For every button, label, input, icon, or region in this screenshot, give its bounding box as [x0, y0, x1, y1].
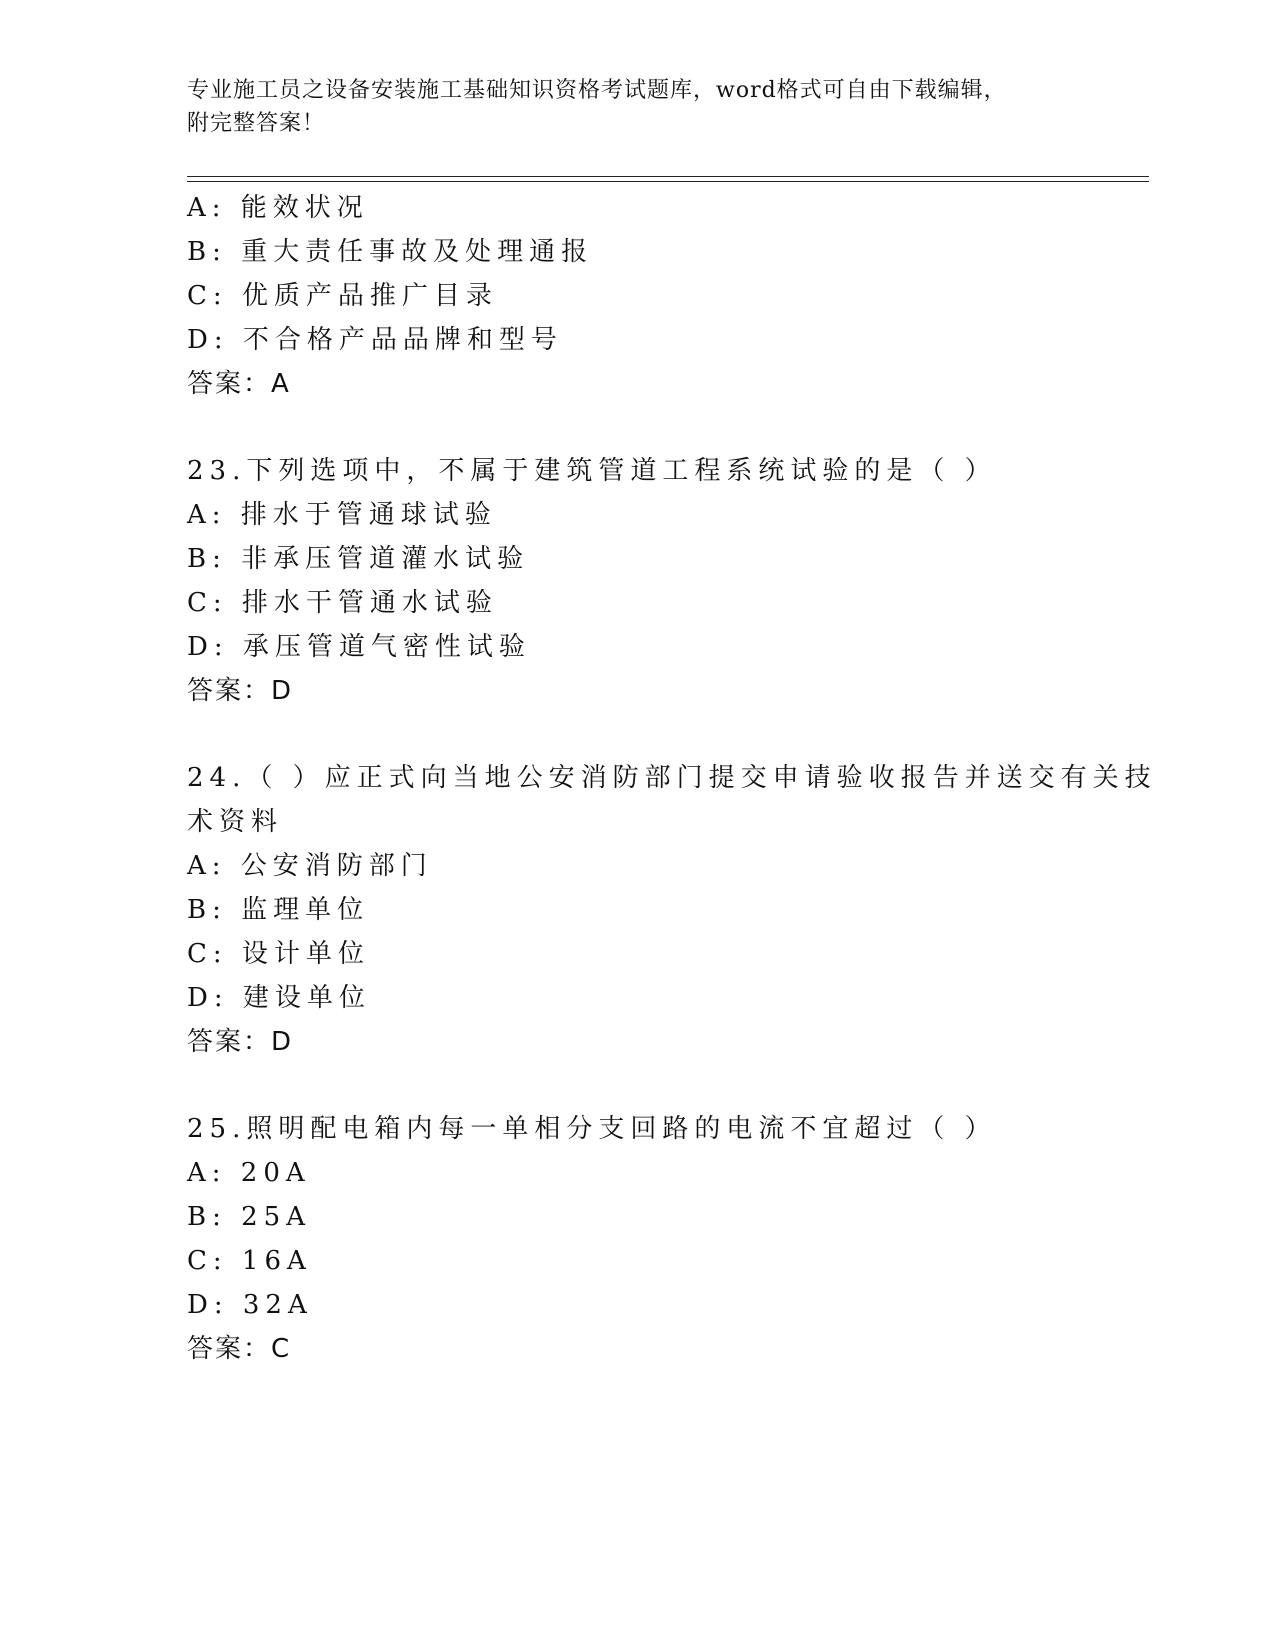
q24-stem-line-1: 24.（ ）应正式向当地公安消防部门提交申请验收报告并送交有关技	[187, 763, 1157, 793]
q23-option-d: D: 承压管道气密性试验	[187, 632, 531, 662]
q25-option-c: C: 16A	[187, 1246, 312, 1276]
q22-option-c: C: 优质产品推广目录	[187, 281, 498, 311]
q22-option-b: B: 重大责任事故及处理通报	[187, 237, 594, 267]
q24-option-a: A: 公安消防部门	[187, 851, 433, 881]
document-header	[187, 74, 1067, 140]
q24-stem-line-2: 术资料	[187, 807, 284, 837]
q25-stem: 25.照明配电箱内每一单相分支回路的电流不宜超过（ ）	[187, 1114, 997, 1144]
header-divider-top	[187, 176, 1149, 177]
header-line-2: 附完整答案！	[187, 111, 326, 136]
q25-option-a: A: 20A	[187, 1158, 311, 1188]
q22-option-d: D: 不合格产品品牌和型号	[187, 325, 563, 355]
q24-answer: 答案：D	[187, 1027, 294, 1057]
header-line-1: 专业施工员之设备安装施工基础知识资格考试题库，word格式可自由下载编辑，	[187, 78, 1007, 103]
q23-answer: 答案：D	[187, 676, 294, 706]
q23-option-c: C: 排水干管通水试验	[187, 588, 498, 618]
q25-answer: 答案：C	[187, 1334, 292, 1364]
q23-option-b: B: 非承压管道灌水试验	[187, 544, 530, 574]
header-divider-bottom	[187, 181, 1149, 182]
q24-option-d: D: 建设单位	[187, 983, 371, 1013]
q25-option-b: B: 25A	[187, 1202, 311, 1232]
q23-option-a: A: 排水于管通球试验	[187, 500, 497, 530]
q24-option-b: B: 监理单位	[187, 895, 370, 925]
q22-answer: 答案：A	[187, 369, 291, 399]
q22-option-a: A: 能效状况	[187, 193, 369, 223]
q25-option-d: D: 32A	[187, 1290, 313, 1320]
q24-option-c: C: 设计单位	[187, 939, 370, 969]
q23-stem: 23.下列选项中，不属于建筑管道工程系统试验的是（ ）	[187, 456, 997, 486]
